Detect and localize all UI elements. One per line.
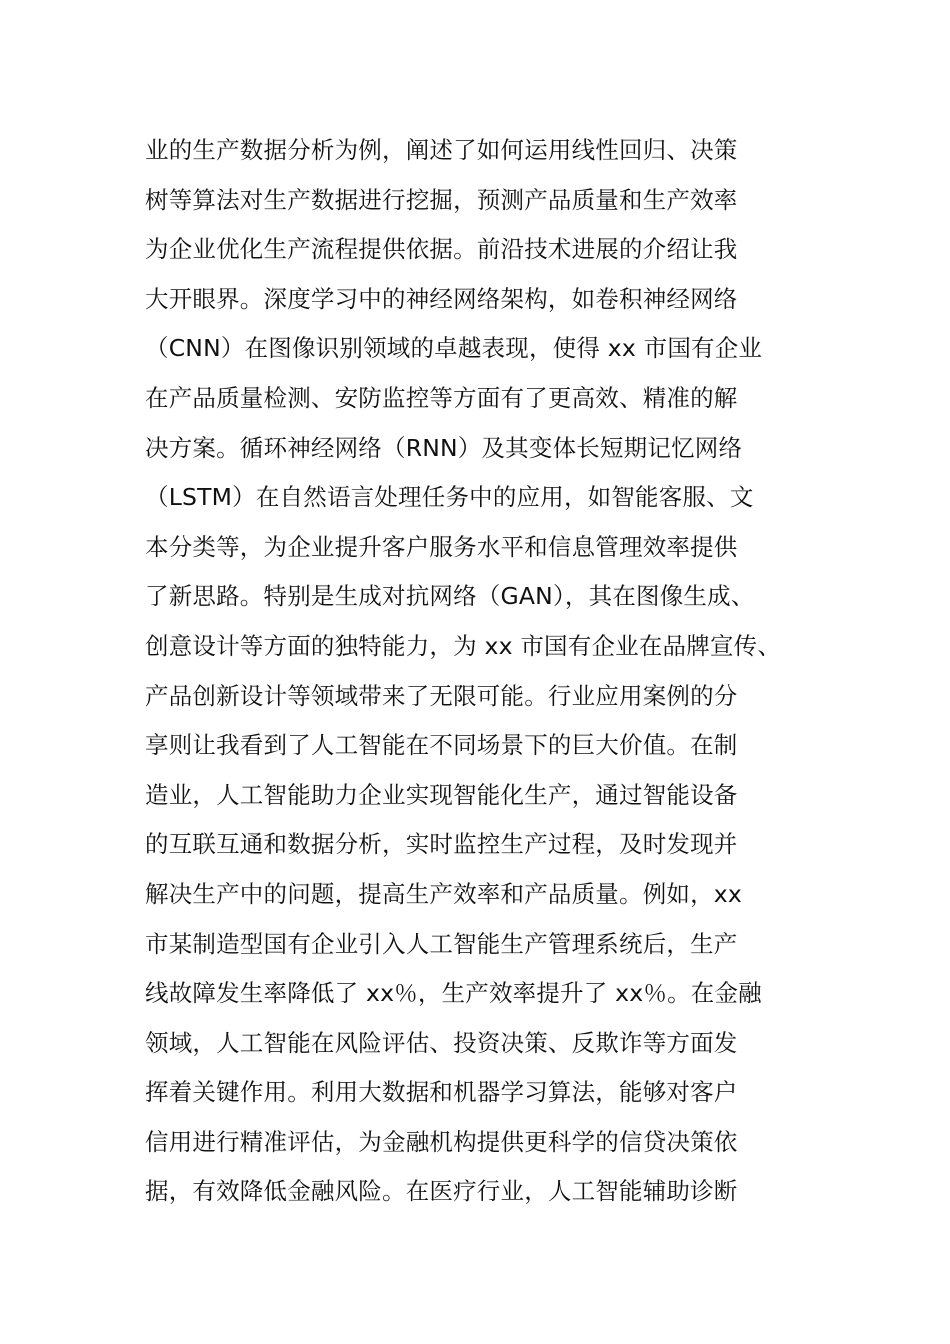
text-line: 解决生产中的问题，提高生产效率和产品质量。例如，xx — [145, 879, 743, 908]
text-line: 在产品质量检测、安防监控等方面有了更高效、精准的解 — [145, 383, 738, 412]
text-line: 为企业优化生产流程提供依据。前沿技术进展的介绍让我 — [145, 235, 738, 264]
text-line: 造业，人工智能助力企业实现智能化生产，通过智能设备 — [145, 780, 738, 809]
text-line: 业的生产数据分析为例，阐述了如何运用线性回归、决策 — [145, 136, 738, 164]
text-line: 挥着关键作用。利用大数据和机器学习算法，能够对客户 — [145, 1078, 738, 1107]
text-line: 创意设计等方面的独特能力，为 xx 市国有企业在品牌宣传、 — [145, 631, 782, 660]
text-line: 决方案。循环神经网络（RNN）及其变体长短期记忆网络 — [145, 433, 743, 462]
text-line: 本分类等，为企业提升客户服务水平和信息管理效率提供 — [145, 532, 738, 561]
text-line: 领域，人工智能在风险评估、投资决策、反欺诈等方面发 — [145, 1028, 738, 1057]
text-line: 信用进行精准评估，为金融机构提供更科学的信贷决策依 — [145, 1127, 738, 1156]
text-line: 产品创新设计等领域带来了无限可能。行业应用案例的分 — [145, 681, 738, 710]
text-line: 大开眼界。深度学习中的神经网络架构，如卷积神经网络 — [145, 284, 738, 313]
text-line: 树等算法对生产数据进行挖掘，预测产品质量和生产效率 — [145, 185, 738, 214]
body-paragraph — [145, 126, 835, 1217]
text-line: （LSTM）在自然语言处理任务中的应用，如智能客服、文 — [145, 483, 754, 512]
text-line: 市某制造型国有企业引入人工智能生产管理系统后，生产 — [145, 929, 738, 958]
text-line: （CNN）在图像识别领域的卓越表现，使得 xx 市国有企业 — [145, 334, 763, 363]
text-line: 了新思路。特别是生成对抗网络（GAN），其在图像生成、 — [145, 582, 755, 611]
text-line: 线故障发生率降低了 xx％，生产效率提升了 xx％。在金融 — [145, 979, 762, 1008]
text-line: 的互联互通和数据分析，实时监控生产过程，及时发现并 — [145, 830, 738, 859]
text-line: 据，有效降低金融风险。在医疗行业，人工智能辅助诊断 — [145, 1177, 738, 1206]
text-line: 享则让我看到了人工智能在不同场景下的巨大价值。在制 — [145, 731, 738, 760]
